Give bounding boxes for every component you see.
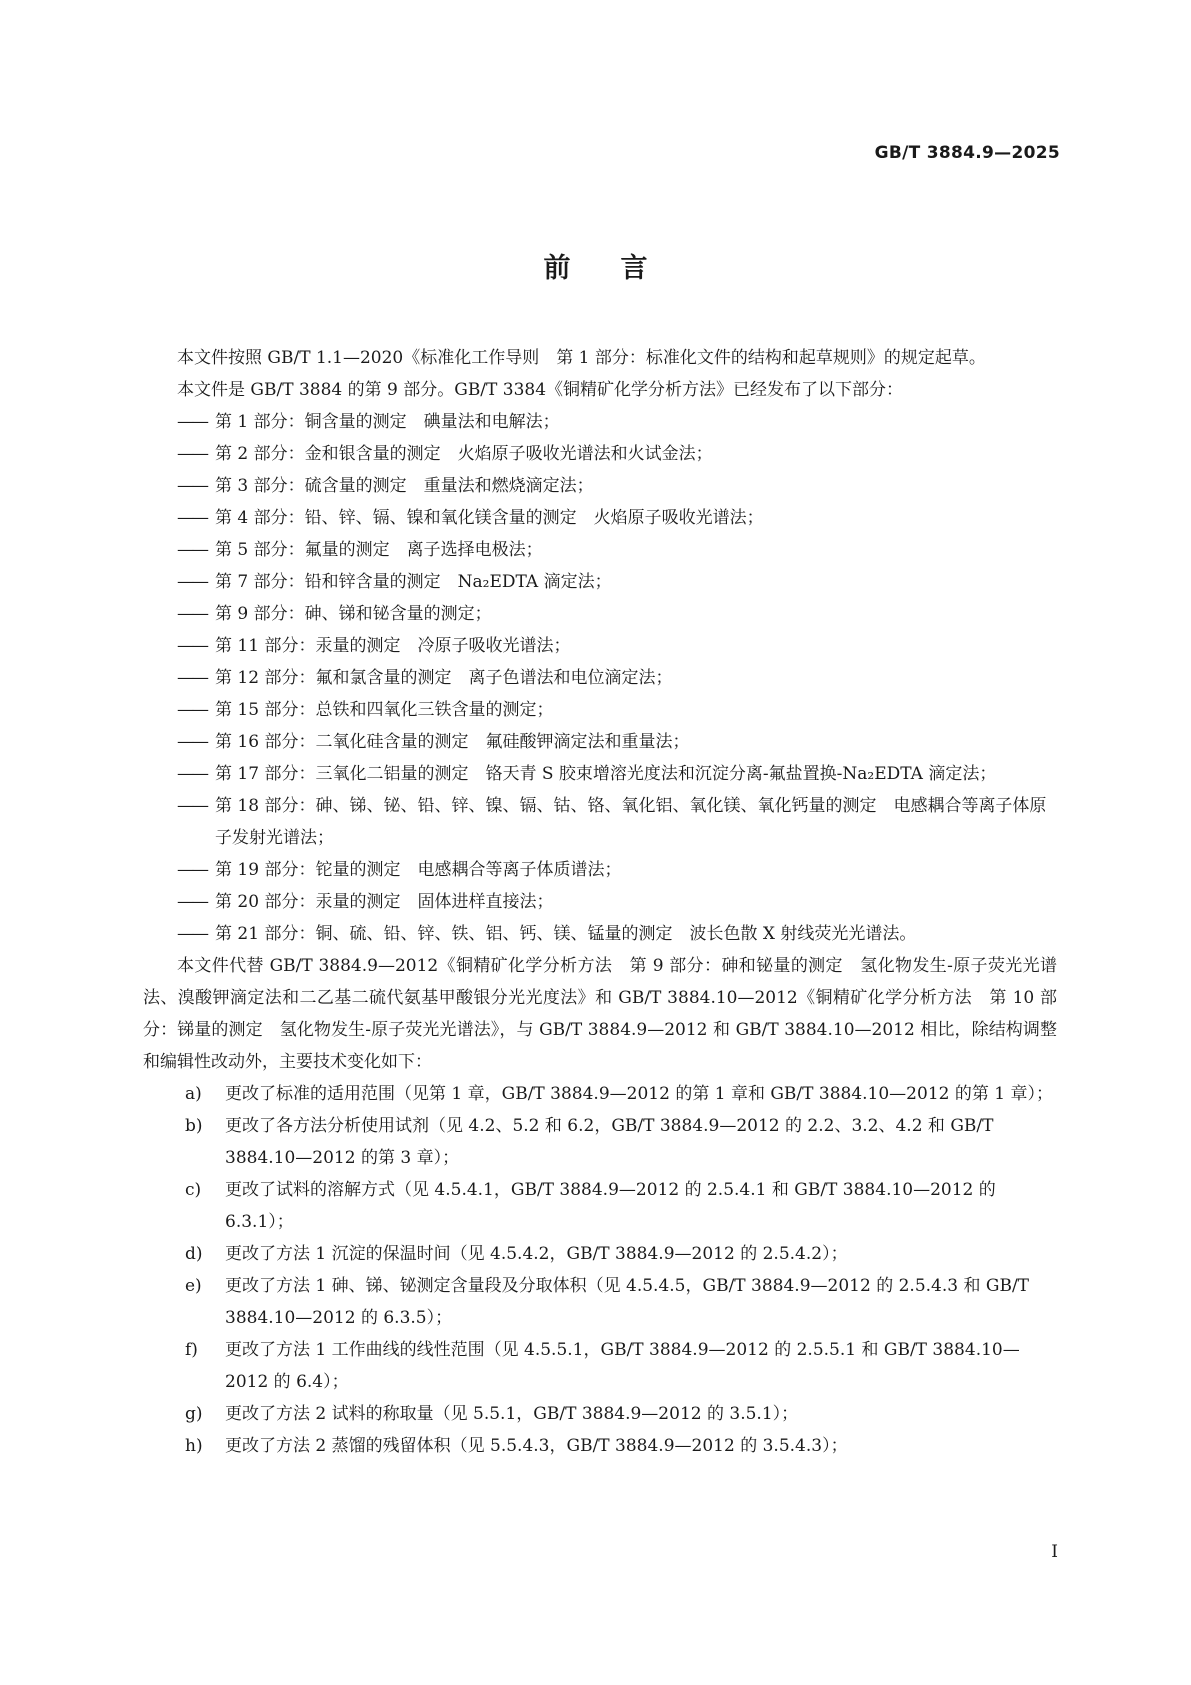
list-item bbox=[143, 470, 1057, 502]
intro-paragraph-2: 本文件是 GB/T 3884 的第 9 部分。GB/T 3384《铜精矿化学分析方法》已经发布了以下部分： bbox=[177, 380, 904, 400]
list-item bbox=[143, 502, 1057, 534]
item-label: a) bbox=[185, 1084, 202, 1104]
list-item bbox=[143, 1238, 1057, 1270]
list-item bbox=[143, 758, 1057, 790]
list-item bbox=[143, 854, 1057, 886]
item-text: 更改了方法 1 工作曲线的线性范围（见 4.5.5.1，GB/T 3884.9—2012 的 2.5.5.1 和 GB/T 3884.10—2012 的 6.4）； bbox=[225, 1340, 1020, 1392]
intro-paragraph-1: 本文件按照 GB/T 1.1—2020《标准化工作导则 第 1 部分：标准化文件的结构和起草规则》的规定起草。 bbox=[177, 348, 986, 368]
list-item bbox=[143, 918, 1057, 950]
list-item bbox=[143, 1430, 1057, 1462]
list-item bbox=[143, 630, 1057, 662]
dash-mark: —— bbox=[177, 764, 207, 784]
list-item bbox=[143, 598, 1057, 630]
dash-mark: —— bbox=[177, 636, 207, 656]
part-text: 第 11 部分：汞量的测定 冷原子吸收光谱法； bbox=[215, 636, 571, 656]
dash-mark: —— bbox=[177, 700, 207, 720]
dash-mark: —— bbox=[177, 796, 207, 816]
dash-mark: —— bbox=[177, 668, 207, 688]
part-text: 第 18 部分：砷、锑、铋、铅、锌、镍、镉、钴、铬、氧化铝、氧化镁、氧化钙量的测定 电感耦合等离子体原子发射光谱法； bbox=[215, 796, 1047, 848]
list-item bbox=[143, 406, 1057, 438]
part-text: 第 7 部分：铅和锌含量的测定 Na₂EDTA 滴定法； bbox=[215, 572, 612, 592]
list-item bbox=[143, 694, 1057, 726]
dash-mark: —— bbox=[177, 412, 207, 432]
part-text: 第 19 部分：铊量的测定 电感耦合等离子体质谱法； bbox=[215, 860, 622, 880]
part-text: 第 12 部分：氟和氯含量的测定 离子色谱法和电位滴定法； bbox=[215, 668, 673, 688]
dash-mark: —— bbox=[177, 444, 207, 464]
replacement-paragraph: 本文件代替 GB/T 3884.9—2012《铜精矿化学分析方法 第 9 部分：砷和铋量的测定 氢化物发生-原子荧光光谱法、溴酸钾滴定法和二乙基二硫代氨基甲酸银分光光度法》和 GB/T 3884.10—2012《铜精矿化学分析方法 第 10 部分：锑量的测定 氢化物发生-原子荧光光谱法》，与 GB/T 3884.9—2012 和 GB/T 3884.10—2012 相比，除结构调整和编辑性改动外，主要技术变化如下： bbox=[143, 956, 1057, 1072]
item-text: 更改了方法 2 试料的称取量（见 5.5.1，GB/T 3884.9—2012 的 3.5.1）； bbox=[225, 1404, 799, 1424]
part-text: 第 5 部分：氟量的测定 离子选择电极法； bbox=[215, 540, 543, 560]
part-text: 第 2 部分：金和银含量的测定 火焰原子吸收光谱法和火试金法； bbox=[215, 444, 713, 464]
item-text: 更改了方法 1 砷、锑、铋测定含量段及分取体积（见 4.5.4.5，GB/T 3884.9—2012 的 2.5.4.3 和 GB/T 3884.10—2012 的 6.3.5）； bbox=[225, 1276, 1030, 1328]
list-item bbox=[143, 1174, 1057, 1238]
item-text: 更改了方法 2 蒸馏的残留体积（见 5.5.4.3，GB/T 3884.9—2012 的 3.5.4.3）； bbox=[225, 1436, 848, 1456]
part-text: 第 9 部分：砷、锑和铋含量的测定； bbox=[215, 604, 492, 624]
part-text: 第 15 部分：总铁和四氧化三铁含量的测定； bbox=[215, 700, 554, 720]
item-text: 更改了试料的溶解方式（见 4.5.4.1，GB/T 3884.9—2012 的 2.5.4.1 和 GB/T 3884.10—2012 的 6.3.1）； bbox=[225, 1180, 996, 1232]
dash-mark: —— bbox=[177, 924, 207, 944]
list-item bbox=[143, 1334, 1057, 1398]
part-text: 第 3 部分：硫含量的测定 重量法和燃烧滴定法； bbox=[215, 476, 594, 496]
list-item bbox=[143, 1078, 1057, 1110]
item-text: 更改了方法 1 沉淀的保温时间（见 4.5.4.2，GB/T 3884.9—2012 的 2.5.4.2）； bbox=[225, 1244, 848, 1264]
list-item bbox=[143, 662, 1057, 694]
item-text: 更改了标准的适用范围（见第 1 章，GB/T 3884.9—2012 的第 1 章和 GB/T 3884.10—2012 的第 1 章）； bbox=[225, 1084, 1053, 1104]
page-title: 前言 bbox=[543, 253, 698, 284]
document-body bbox=[143, 342, 1057, 1462]
dash-mark: —— bbox=[177, 732, 207, 752]
list-item bbox=[143, 566, 1057, 598]
page-number: I bbox=[1051, 1542, 1058, 1562]
part-text: 第 4 部分：铅、锌、镉、镍和氧化镁含量的测定 火焰原子吸收光谱法； bbox=[215, 508, 764, 528]
list-item bbox=[143, 1270, 1057, 1334]
changes-list bbox=[143, 1078, 1057, 1462]
item-text: 更改了各方法分析使用试剂（见 4.2、5.2 和 6.2，GB/T 3884.9—2012 的 2.2、3.2、4.2 和 GB/T 3884.10—2012 的第 3 章）； bbox=[225, 1116, 994, 1168]
item-label: c) bbox=[185, 1180, 202, 1200]
dash-mark: —— bbox=[177, 572, 207, 592]
part-text: 第 21 部分：铜、硫、铅、锌、铁、铝、钙、镁、锰量的测定 波长色散 X 射线荧光光谱法。 bbox=[215, 924, 917, 944]
item-label: g) bbox=[185, 1404, 203, 1424]
list-item bbox=[143, 726, 1057, 758]
parts-list bbox=[143, 406, 1057, 950]
item-label: d) bbox=[185, 1244, 203, 1264]
item-label: b) bbox=[185, 1116, 203, 1136]
part-text: 第 17 部分：三氧化二铝量的测定 铬天青 S 胶束增溶光度法和沉淀分离-氟盐置换-Na₂EDTA 滴定法； bbox=[215, 764, 997, 784]
dash-mark: —— bbox=[177, 604, 207, 624]
item-label: f) bbox=[185, 1340, 198, 1360]
standard-number: GB/T 3884.9—2025 bbox=[874, 143, 1060, 163]
item-label: e) bbox=[185, 1276, 202, 1296]
dash-mark: —— bbox=[177, 508, 207, 528]
dash-mark: —— bbox=[177, 892, 207, 912]
part-text: 第 16 部分：二氧化硅含量的测定 氟硅酸钾滴定法和重量法； bbox=[215, 732, 690, 752]
list-item bbox=[143, 886, 1057, 918]
list-item bbox=[143, 1110, 1057, 1174]
dash-mark: —— bbox=[177, 476, 207, 496]
dash-mark: —— bbox=[177, 860, 207, 880]
part-text: 第 1 部分：铜含量的测定 碘量法和电解法； bbox=[215, 412, 560, 432]
list-item bbox=[143, 1398, 1057, 1430]
list-item bbox=[143, 790, 1057, 854]
item-label: h) bbox=[185, 1436, 203, 1456]
dash-mark: —— bbox=[177, 540, 207, 560]
list-item bbox=[143, 438, 1057, 470]
part-text: 第 20 部分：汞量的测定 固体进样直接法； bbox=[215, 892, 554, 912]
list-item bbox=[143, 534, 1057, 566]
